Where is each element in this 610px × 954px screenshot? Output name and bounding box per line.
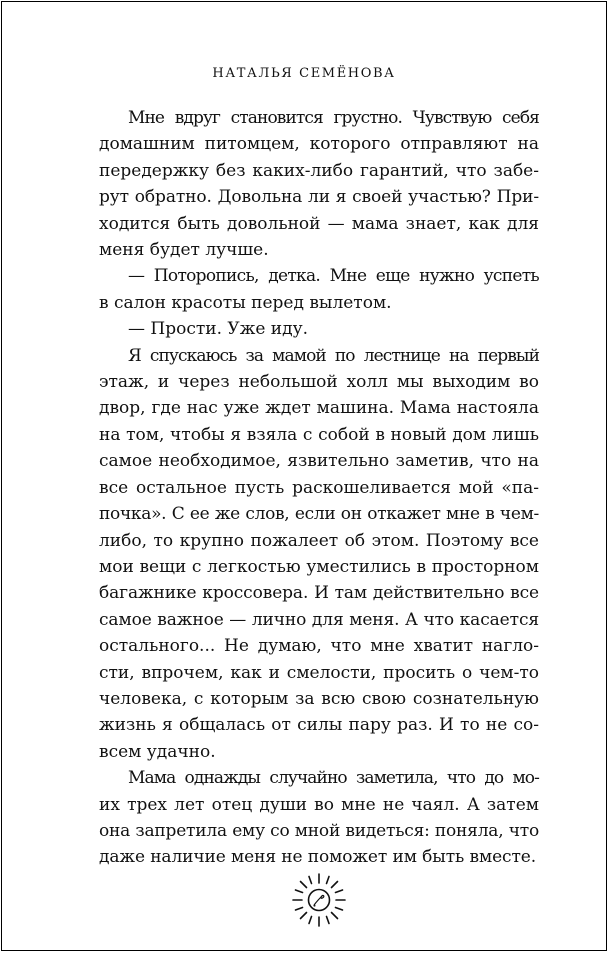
paragraph (99, 263, 539, 316)
text-line: Мне вдруг становится грустно. Чувствую себя (128, 108, 539, 128)
text-line: всем удачно. (99, 741, 216, 762)
text-line: остального... Не думаю, что мне хватит нагло- (99, 636, 539, 657)
sun-ornament-icon (289, 870, 349, 930)
text-line: в салон красоты перед вылетом. (99, 292, 392, 313)
text-line: Мама однажды случайно заметила, что до мо- (128, 768, 539, 789)
text-line: ходится быть довольной — мама знает, как для (99, 213, 539, 234)
text-line: — Поторопись, детка. Мне еще нужно успеть (128, 266, 539, 287)
text-line: домашним питомцем, которого отправляют на (99, 134, 539, 155)
paragraph (99, 316, 539, 342)
text-line: самое важное — лично для меня. А что касается (99, 609, 539, 630)
running-head-author: НАТАЛЬЯ СЕМЁНОВА (212, 66, 396, 81)
paragraph (99, 105, 539, 263)
text-line: двор, где нас уже ждет машина. Мама настояла (99, 398, 539, 419)
text-line: — Прости. Уже иду. (128, 319, 309, 340)
text-line: самое необходимое, язвительно заметив, что на (99, 451, 539, 472)
text-line: меня будет лучше. (99, 240, 269, 261)
paragraph (99, 343, 539, 766)
text-line: все остальное пусть раскошеливается мой «па- (99, 477, 539, 498)
text-line: либо, то крупно пожалеет об этом. Поэтому все (99, 530, 539, 551)
body-text (99, 105, 539, 871)
text-line: рут обратно. Довольна ли я своей участью? При- (99, 187, 539, 208)
text-line: сти, впрочем, как и смелости, просить о чем-то (99, 662, 539, 683)
text-line: Я спускаюсь за мамой по лестнице на первый (128, 345, 539, 366)
text-line: она запретила ему со мной видеться: поняла, что (99, 820, 539, 841)
text-line: человека, с которым за всю свою сознательную (99, 688, 539, 709)
text-line: передержку без каких-либо гарантий, что забе- (99, 160, 539, 181)
text-line: этаж, и через небольшой холл мы выходим во (99, 372, 539, 393)
text-line: жизнь я общалась от силы пару раз. И то не со- (99, 715, 539, 736)
book-page (1, 1, 607, 951)
text-line: почка». С ее же слов, если он откажет мне в чем- (99, 504, 539, 525)
text-line: их трех лет отец души во мне не чаял. А затем (99, 794, 539, 815)
text-line: багажнике кроссовера. И там действительно все (99, 583, 539, 604)
text-line: мои вещи с легкостью уместились в просторном (99, 556, 539, 577)
text-line: даже наличие меня не поможет им быть вместе. (99, 847, 537, 868)
text-line: на том, чтобы я взяла с собой в новый дом лишь (99, 424, 539, 445)
paragraph (99, 765, 539, 871)
